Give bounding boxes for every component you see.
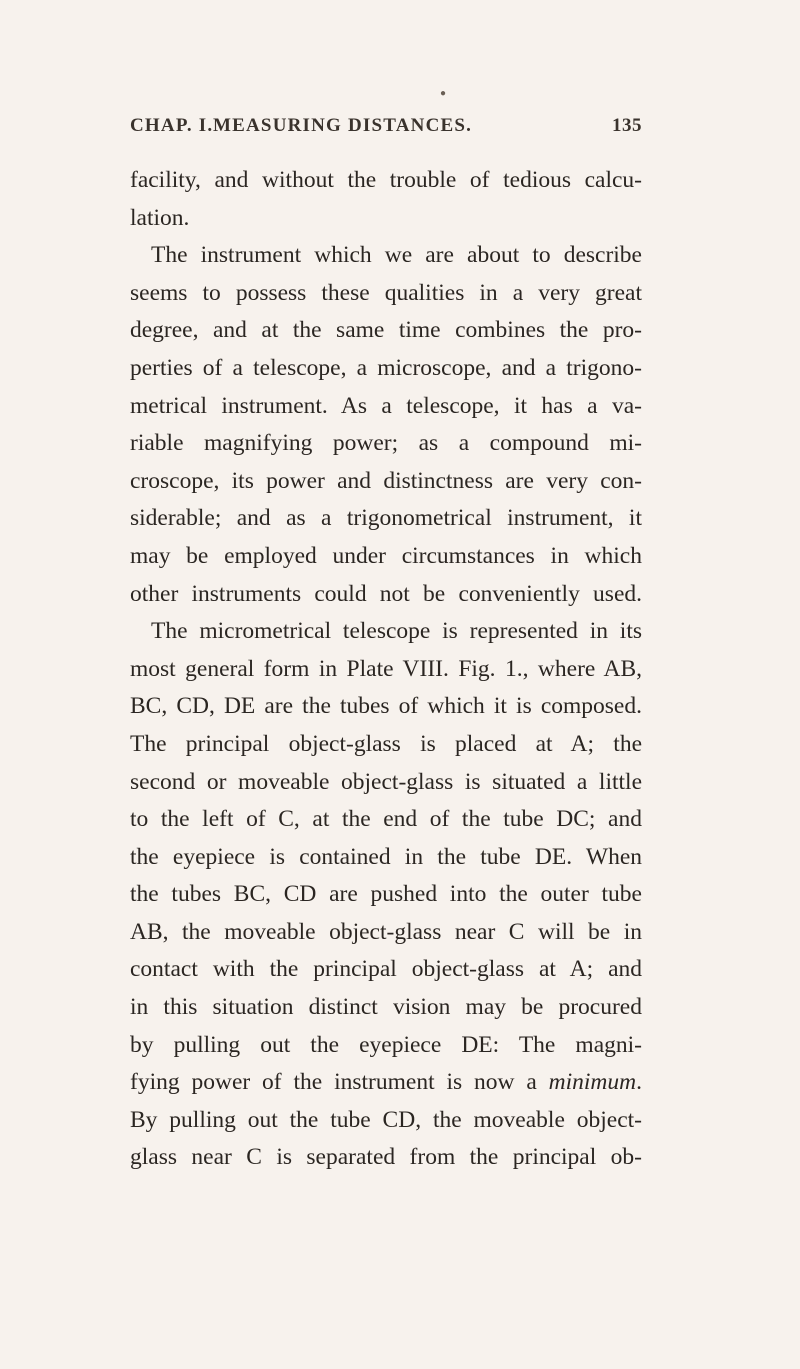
text-line: most general form in Plate VIII. Fig. 1., where AB, bbox=[130, 655, 642, 682]
running-header bbox=[130, 115, 642, 145]
text-line: lation. bbox=[130, 204, 190, 231]
text-line: perties of a telescope, a microscope, and a trigono- bbox=[130, 354, 642, 381]
text-line: by pulling out the eyepiece DE: The magni- bbox=[130, 1031, 642, 1058]
text-line: the eyepiece is contained in the tube DE. When bbox=[130, 843, 642, 870]
body-text bbox=[130, 162, 642, 1177]
text-line: The principal object-glass is placed at A; the bbox=[130, 730, 642, 757]
text-line: other instruments could not be conveniently used. bbox=[130, 580, 642, 607]
chapter-label: CHAP. I. bbox=[130, 115, 214, 136]
text-line: By pulling out the tube CD, the moveable object- bbox=[130, 1106, 642, 1133]
text-line: degree, and at the same time combines the pro- bbox=[130, 317, 642, 344]
page-number: 135 bbox=[612, 115, 642, 136]
text-line: seems to possess these qualities in a very great bbox=[130, 279, 642, 306]
text-line: AB, the moveable object-glass near C will be in bbox=[130, 918, 642, 945]
text-line: glass near C is separated from the principal ob- bbox=[130, 1144, 642, 1171]
text-line: fying power of the instrument is now a minimum. bbox=[130, 1069, 642, 1096]
header-title: MEASURING DISTANCES. bbox=[213, 115, 473, 136]
emphasized-word: minimum bbox=[548, 1069, 637, 1096]
text-line: BC, CD, DE are the tubes of which it is composed. bbox=[130, 693, 642, 720]
text-line: the tubes BC, CD are pushed into the outer tube bbox=[130, 881, 642, 908]
text-line: siderable; and as a trigonometrical instrument, it bbox=[130, 505, 642, 532]
text-line: metrical instrument. As a telescope, it has a va- bbox=[130, 392, 642, 419]
text-line: The instrument which we are about to describe bbox=[151, 242, 642, 269]
text-line: second or moveable object-glass is situated a little bbox=[130, 768, 642, 795]
text-line: riable magnifying power; as a compound mi- bbox=[130, 430, 642, 457]
text-line: croscope, its power and distinctness are very con- bbox=[130, 467, 642, 494]
text-line: in this situation distinct vision may be procured bbox=[130, 994, 642, 1021]
ink-speck: ● bbox=[440, 88, 447, 99]
text-line: may be employed under circumstances in which bbox=[130, 542, 642, 569]
text-line: contact with the principal object-glass at A; and bbox=[130, 956, 642, 983]
text-line: facility, and without the trouble of tedious calcu- bbox=[130, 167, 642, 193]
text-line: The micrometrical telescope is represented in its bbox=[151, 618, 642, 645]
text-line: to the left of C, at the end of the tube DC; and bbox=[130, 806, 642, 833]
